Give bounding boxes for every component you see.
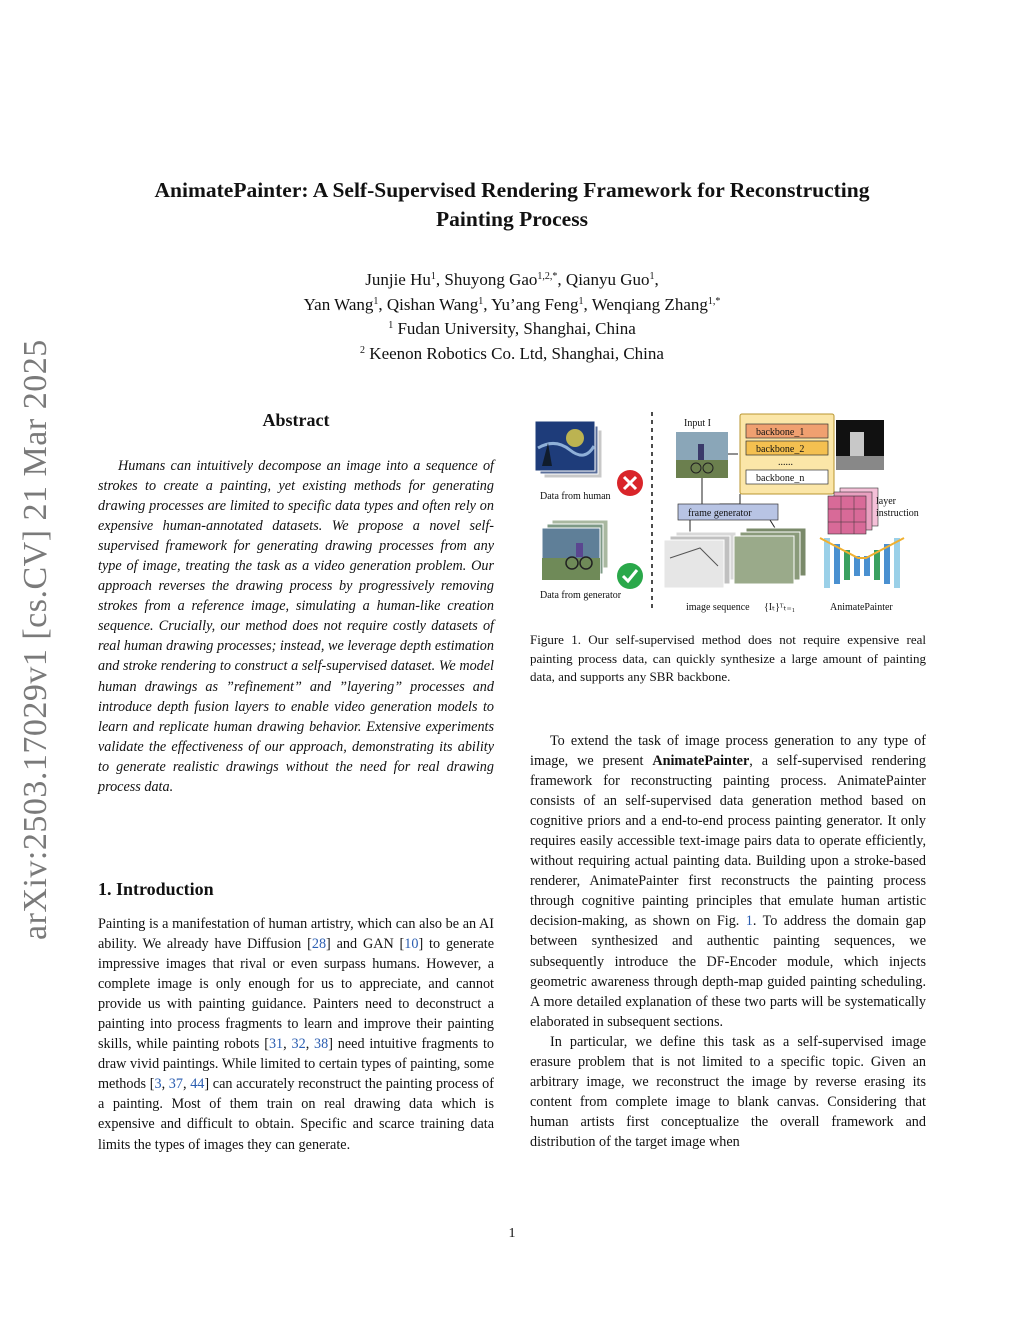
model-label: AnimatePainter — [830, 602, 893, 613]
text: . To address the domain gap between synthesized and authentic painting sequences, we subsequently introduce the DF-Encoder module, which injects geometric awareness through depth-map guided painting scheduling. A more detailed explanation of these two parts will be systematically elaborated in subsequent sections. — [530, 913, 926, 1030]
author-affil: 1,2,* — [537, 271, 558, 282]
author-line-1: Junjie Hu$^1$, Shuyong Gao$^{1,2,*}$, Qianyu Guo$^1$, — [365, 270, 659, 289]
figure-ref-link[interactable]: 1 — [745, 913, 753, 930]
author-affil: 1,* — [707, 295, 721, 307]
frame-generator-label: frame generator — [688, 508, 752, 519]
backbone-dots: ...... — [778, 457, 793, 468]
animatepainter-model — [820, 538, 904, 588]
intro-text: ] need intuitive fragments to draw vivid paintings. While limited to certain types of painting, some methods [ — [98, 1036, 495, 1093]
depth-map — [836, 420, 884, 470]
intro-text: , — [182, 1076, 191, 1093]
accept-icon — [617, 563, 643, 589]
author-name: Qishan Wang — [386, 294, 479, 314]
affiliation-1 — [100, 317, 924, 342]
human-painting-stack — [535, 421, 602, 478]
text: , a self-supervised rendering framework for reconstructing painting process. AnimatePainter consists of an self-supervised data generation method based on cognitive priors and a end-to-end process painting generator. It only requires easily accessible text-image pairs data to operate efficiently, without requiring actual painting data. Building upon a stroke-based renderer, AnimatePainter first reconstructs the painting process through cognitive painting principles that emulate human artistic decision-making, as shown on Fig. — [530, 753, 926, 930]
affiliation-number: 2 — [360, 344, 366, 356]
abstract-heading: Abstract — [262, 410, 330, 430]
author-name: Shuyong Gao — [444, 270, 538, 289]
intro-text: Painting is a manifestation of human artistry, which can also be an AI ability. We already have Diffusion [ — [98, 916, 494, 953]
citation-link[interactable]: 10 — [404, 936, 419, 953]
backbone-2-label: backbone_2 — [756, 444, 805, 455]
figure-1 — [530, 408, 930, 618]
intro-text: ] can accurately reconstruct the painting process of a painting. Most of them train on real drawing data which is expensive and difficult to obtain. Specific and scarce training data limits the types of images they can generate. — [98, 1076, 494, 1153]
intro-text: , — [161, 1076, 169, 1093]
affiliation-number: 1 — [388, 320, 394, 331]
author-affil: 1 — [478, 295, 484, 307]
author-block — [100, 268, 924, 366]
paragraph: In particular, we define this task as a self-supervised image erasure problem that is not limited to a specific topic. Given an arbitrary image, we reconstruct the image by reverse erasing its content from complete image to blank canvas. Considering that human artists first conceptualize the overall framework and distribution of the target image when — [530, 1033, 926, 1150]
title-line-2: Painting Process — [436, 207, 588, 231]
generator-painting-stack — [542, 520, 608, 580]
citation-link[interactable]: 38 — [314, 1036, 329, 1053]
image-sequence-math: {Iₜ}ᵀₜ₌₁ — [764, 602, 796, 613]
input-label: Input I — [684, 418, 711, 429]
citation-link[interactable]: 31 — [268, 1036, 284, 1053]
author-name: Qianyu Guo — [565, 270, 650, 289]
citation-link[interactable]: 44 — [190, 1076, 205, 1093]
reject-icon — [617, 470, 643, 496]
author-affil: 1 — [578, 295, 584, 307]
citation-link[interactable]: 37 — [168, 1076, 183, 1093]
intro-text: ] to generate impressive images that rival or even surpass humans. However, a complete image is only enough for us to appreciate, and cannot provide us with painting guidance. Painters need to deconstruct a painting into process fragments to learn and improve their painting skills, while painting robots [ — [98, 936, 494, 1053]
citation-link[interactable]: 28 — [311, 936, 327, 953]
backbone-1-label: backbone_1 — [756, 427, 805, 438]
intro-text: , — [305, 1036, 315, 1053]
author-name: Yu’ang Feng — [491, 294, 579, 314]
author-affil: 1 — [430, 271, 436, 282]
layer-label-1: layer — [876, 496, 896, 507]
affiliation-text: Keenon Robotics Co. Ltd, Shanghai, China — [369, 343, 664, 363]
human-data-label: Data from human — [540, 491, 611, 502]
right-column-body — [530, 731, 926, 1152]
intro-text: , — [283, 1036, 292, 1053]
image-sequence — [664, 528, 806, 588]
citation-link[interactable]: 32 — [291, 1036, 306, 1053]
author-affil: 1 — [373, 295, 379, 307]
author-name: Wenqiang Zhang — [591, 294, 708, 314]
generator-data-label: Data from generator — [540, 590, 622, 601]
page-number: 1 — [508, 1226, 516, 1241]
author-name: Junjie Hu — [365, 270, 431, 289]
author-name: Yan Wang — [303, 294, 374, 314]
layer-instruction-grid — [828, 488, 878, 534]
affiliation-text: Fudan University, Shanghai, China — [397, 319, 636, 338]
paper-title — [100, 176, 924, 234]
input-image — [676, 432, 728, 478]
citation-link[interactable]: 3 — [154, 1076, 162, 1093]
paragraph — [530, 731, 926, 1032]
text: To extend the task of image process generation to any type of image, we present — [530, 733, 926, 770]
affiliation-2 — [100, 342, 924, 367]
backbone-n-label: backbone_n — [756, 473, 805, 484]
author-affil: 1 — [649, 271, 655, 282]
author-line-2: Yan Wang$^1$, Qishan Wang$^1$, Yu’ang Feng$^1$, Wenqiang Zhang$^{1,*}$ — [303, 294, 721, 314]
abstract-body: Humans can intuitively decompose an image into a sequence of strokes to create a painting, yet existing methods for generating drawing processes are limited to specific data types and often rely on expensive human-annotated datasets. We propose a novel self-supervised framework for generating drawing processes from any type of image, treating the task as a video generation problem. Our approach reverses the drawing process by progressively removing strokes from a reference image, simulating a human-like creation sequence. Crucially, our method does not require costly datasets of real human drawing processes; instead, we leverage depth estimation and stroke rendering to construct a self-supervised dataset. We model human drawings as ”refinement” and ”layering” processes and introduce depth fusion layers to enable video generation models to learn and replicate human drawing behavior. Extensive experiments validate the effectiveness of our approach, demonstrating its ability to generate realistic drawings without the need for real drawing process data. — [98, 458, 494, 795]
intro-body — [98, 914, 494, 1155]
method-name: AnimatePainter — [652, 753, 750, 770]
arxiv-identifier: arXiv:2503.17029v1 [cs.CV] 21 Mar 2025 — [17, 339, 54, 940]
image-sequence-label: image sequence — [686, 602, 750, 613]
title-line-1: AnimatePainter: A Self-Supervised Rendering Framework for Reconstructing — [154, 178, 870, 202]
intro-heading: 1. Introduction — [98, 879, 214, 899]
layer-label-2: instruction — [876, 508, 919, 519]
intro-text: ] and GAN [ — [326, 936, 405, 953]
figure-caption: Figure 1. Our self-supervised method does not require expensive real painting process data, can quickly synthesize a large amount of painting data, and supports any SBR backbone. — [530, 632, 926, 684]
